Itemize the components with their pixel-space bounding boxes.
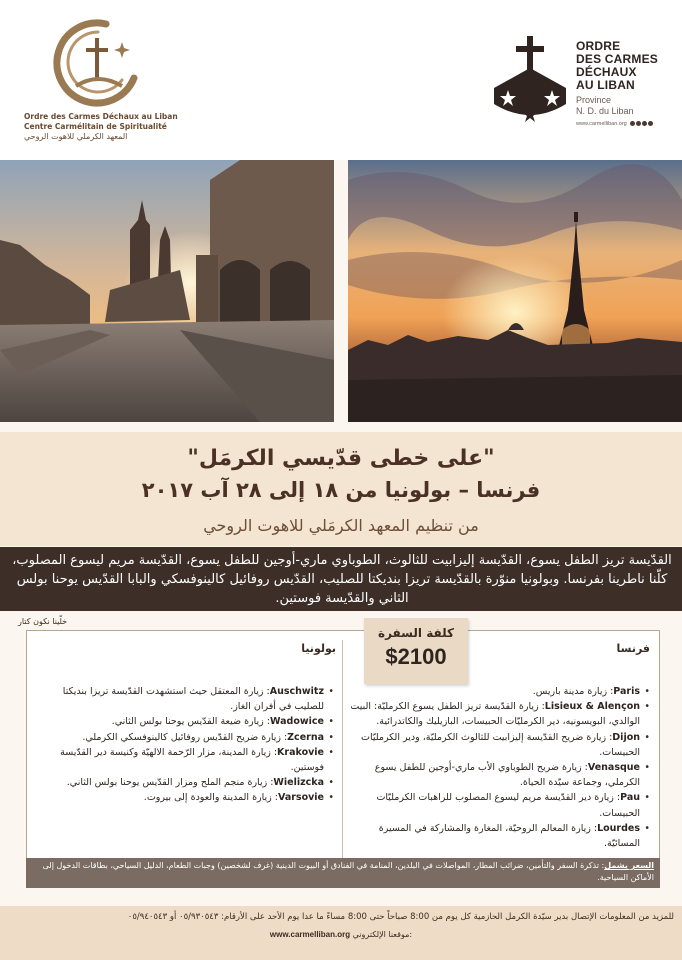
header-website[interactable] <box>576 121 676 127</box>
slogan: خلّينا نكون كتار <box>18 617 68 626</box>
place-description: : زيارة ضريح القدّيس روفائيل كالينوفسكي الكرملي. <box>82 731 288 743</box>
place-description: : زيارة ضريح الطوباوي الأب ماري-أوجين للطفل يسوع الكرملي، وجماعة سيّدة الحياة. <box>374 762 640 789</box>
place-description: : زيارة المدينة، مزار الرّحمة الالهيّة وكنيسة دير القدّيسة فوستين. <box>60 746 324 774</box>
place-name: Zcerna <box>287 731 324 743</box>
list-item <box>350 699 650 729</box>
trip-title: "على خطى قدّيسي الكرمَل" <box>187 446 495 471</box>
trip-subtitle: فرنسا – بولونيا من ١٨ إلى ٢٨ آب ٢٠١٧ <box>141 478 541 502</box>
includes-label: السعر يشمل <box>604 861 654 870</box>
place-name: Paris <box>613 686 640 697</box>
footer-website-link[interactable]: www.carmelliban.org <box>269 930 351 939</box>
place-name: Venasque <box>587 762 640 774</box>
list-item <box>34 684 334 714</box>
right-logo-line1: ORDRE <box>576 39 621 53</box>
left-logo-line3: المعهد الكرملي للاهوت الروحي <box>24 132 128 141</box>
includes-details: : تذكرة السفر والتأمين، ضرائب المطار، المواصلات في البلدين، المنامة في الفنادق أو البيوت الدينية (غرف لشخصين) وجبات الطعام، الدليل السياحي، بطاقات الدخول إلى الأماكن السياحية. <box>42 861 654 882</box>
right-logo-line3: DÉCHAUX <box>576 65 637 79</box>
place-description: : زيارة ضريح القدّيسة إليزابيت للثالوث الكرمليّة، ودير الكرمليّات الحبيسات. <box>361 731 640 758</box>
organizer-line: من تنظيم المعهد الكرمَلي للاهوت الروحي <box>203 516 479 535</box>
krakow-square-sunset-photo <box>0 160 334 422</box>
column-divider <box>342 640 343 858</box>
left-logo-line1: Ordre des Carmes Déchaux au Liban <box>24 112 178 121</box>
place-name: Pau <box>620 792 640 804</box>
place-description: : زيارة دير القدّيسة مريم ليسوع المصلوب للراهبات الكرمليّات الحبيسات. <box>376 792 640 819</box>
footer-website-line <box>0 930 682 939</box>
right-logo-text <box>576 40 676 127</box>
place-name: Krakovie <box>277 746 324 758</box>
place-name: Lourdes <box>597 822 640 834</box>
list-item <box>34 730 334 745</box>
left-logo-line2: Centre Carmélitain de Spiritualité <box>24 122 167 131</box>
carmelite-cross-stars-emblem-icon <box>490 32 570 126</box>
footer-website-label: موقعنا الإلكتروني: <box>352 930 413 939</box>
place-description: : زيارة القدّيسة تريز الطفل يسوع الكرمليّة: البيت الوالدي، البويسونيه، دير الكرمليّات الحبيسات، البازيليك والكاتدرائية. <box>350 701 640 728</box>
list-item <box>350 760 650 790</box>
list-item <box>34 745 334 775</box>
place-description: : زيارة منجم الملح ومزار القدّيس يوحنا بولس الثاني. <box>66 777 274 789</box>
place-name: Lisieux & Alençon <box>544 701 640 713</box>
place-description: : زيارة ضيعة القدّيس يوحنا بولس الثاني. <box>111 716 270 728</box>
twitter-icon[interactable] <box>636 121 641 126</box>
province-label: Province <box>576 95 612 105</box>
header <box>0 0 682 160</box>
list-item <box>34 790 334 805</box>
place-name: Wielizcka <box>273 777 324 789</box>
social-icons <box>630 121 653 126</box>
list-item <box>350 684 650 699</box>
intro-text: القدّيسة تريز الطفل يسوع، القدّيسة إليزابيت للثالوث، الطوباوي ماري-أوجين للطفل يسوع، القدّيسة مريم ليسوع المصلوب، كلّنا ناطرينا بفرنسا. وبولونيا منوّرة بالقدّيسة تريزا بنديكتا للصليب، القدّيس روفائيل كالينوفسكي والبابا القدّيس يوحنا بولس الثاني والقدّيسة فوستين. <box>12 553 672 606</box>
paris-eiffel-tower-sunset-photo <box>348 160 682 422</box>
place-description: : زيارة المعتقل حيث استشهدت القدّيسة تريزا بنديكتا للصليب في أفران الغاز. <box>62 686 324 713</box>
poland-itinerary-list <box>34 684 334 806</box>
poland-column-title: بولونيا <box>301 642 336 655</box>
footer-contact: للمزيد من المعلومات الإتصال بدير سيّدة الكرمل الحازمية كل يوم من 8:00 صباحاً حتى 8:00 مساءً ما عدا يوم الأحد على الأرقام: ٠٥/٩٣٠٥٤٣ أو ٠٥/٩٤٠٥٤٣ <box>127 912 674 922</box>
province-name: N. D. du Liban <box>576 106 634 116</box>
place-name: Varsovie <box>277 792 324 804</box>
price-label: كلفة السفرة <box>378 626 454 640</box>
place-name: Dijon <box>612 731 640 743</box>
list-item <box>34 775 334 790</box>
place-name: Wadowice <box>270 716 324 728</box>
france-column-title: فرنسا <box>616 642 650 655</box>
youtube-icon[interactable] <box>648 121 653 126</box>
list-item <box>350 730 650 760</box>
place-name: Auschwitz <box>269 686 324 697</box>
carmelite-flame-cross-logo-icon <box>48 16 148 108</box>
france-itinerary-list <box>350 684 650 851</box>
place-description: : زيارة مدينة باريس. <box>532 686 614 697</box>
right-logo-line2: DES CARMES <box>576 52 659 66</box>
price-value: $2100 <box>385 644 447 669</box>
includes-text <box>32 860 654 884</box>
right-logo-line4: AU LIBAN <box>576 78 635 92</box>
left-logo-text <box>24 112 184 142</box>
place-description: : زيارة المدينة والعودة إلى بيروت. <box>143 792 278 804</box>
instagram-icon[interactable] <box>642 121 647 126</box>
list-item <box>350 821 650 851</box>
header-website-text[interactable]: www.carmelliban.org <box>576 121 627 127</box>
list-item <box>34 714 334 729</box>
facebook-icon[interactable] <box>630 121 635 126</box>
list-item <box>350 790 650 820</box>
place-description: : زيارة المعالم الروحيّة، المغارة والمشاركة في المسيرة المسائيّة. <box>378 822 640 850</box>
